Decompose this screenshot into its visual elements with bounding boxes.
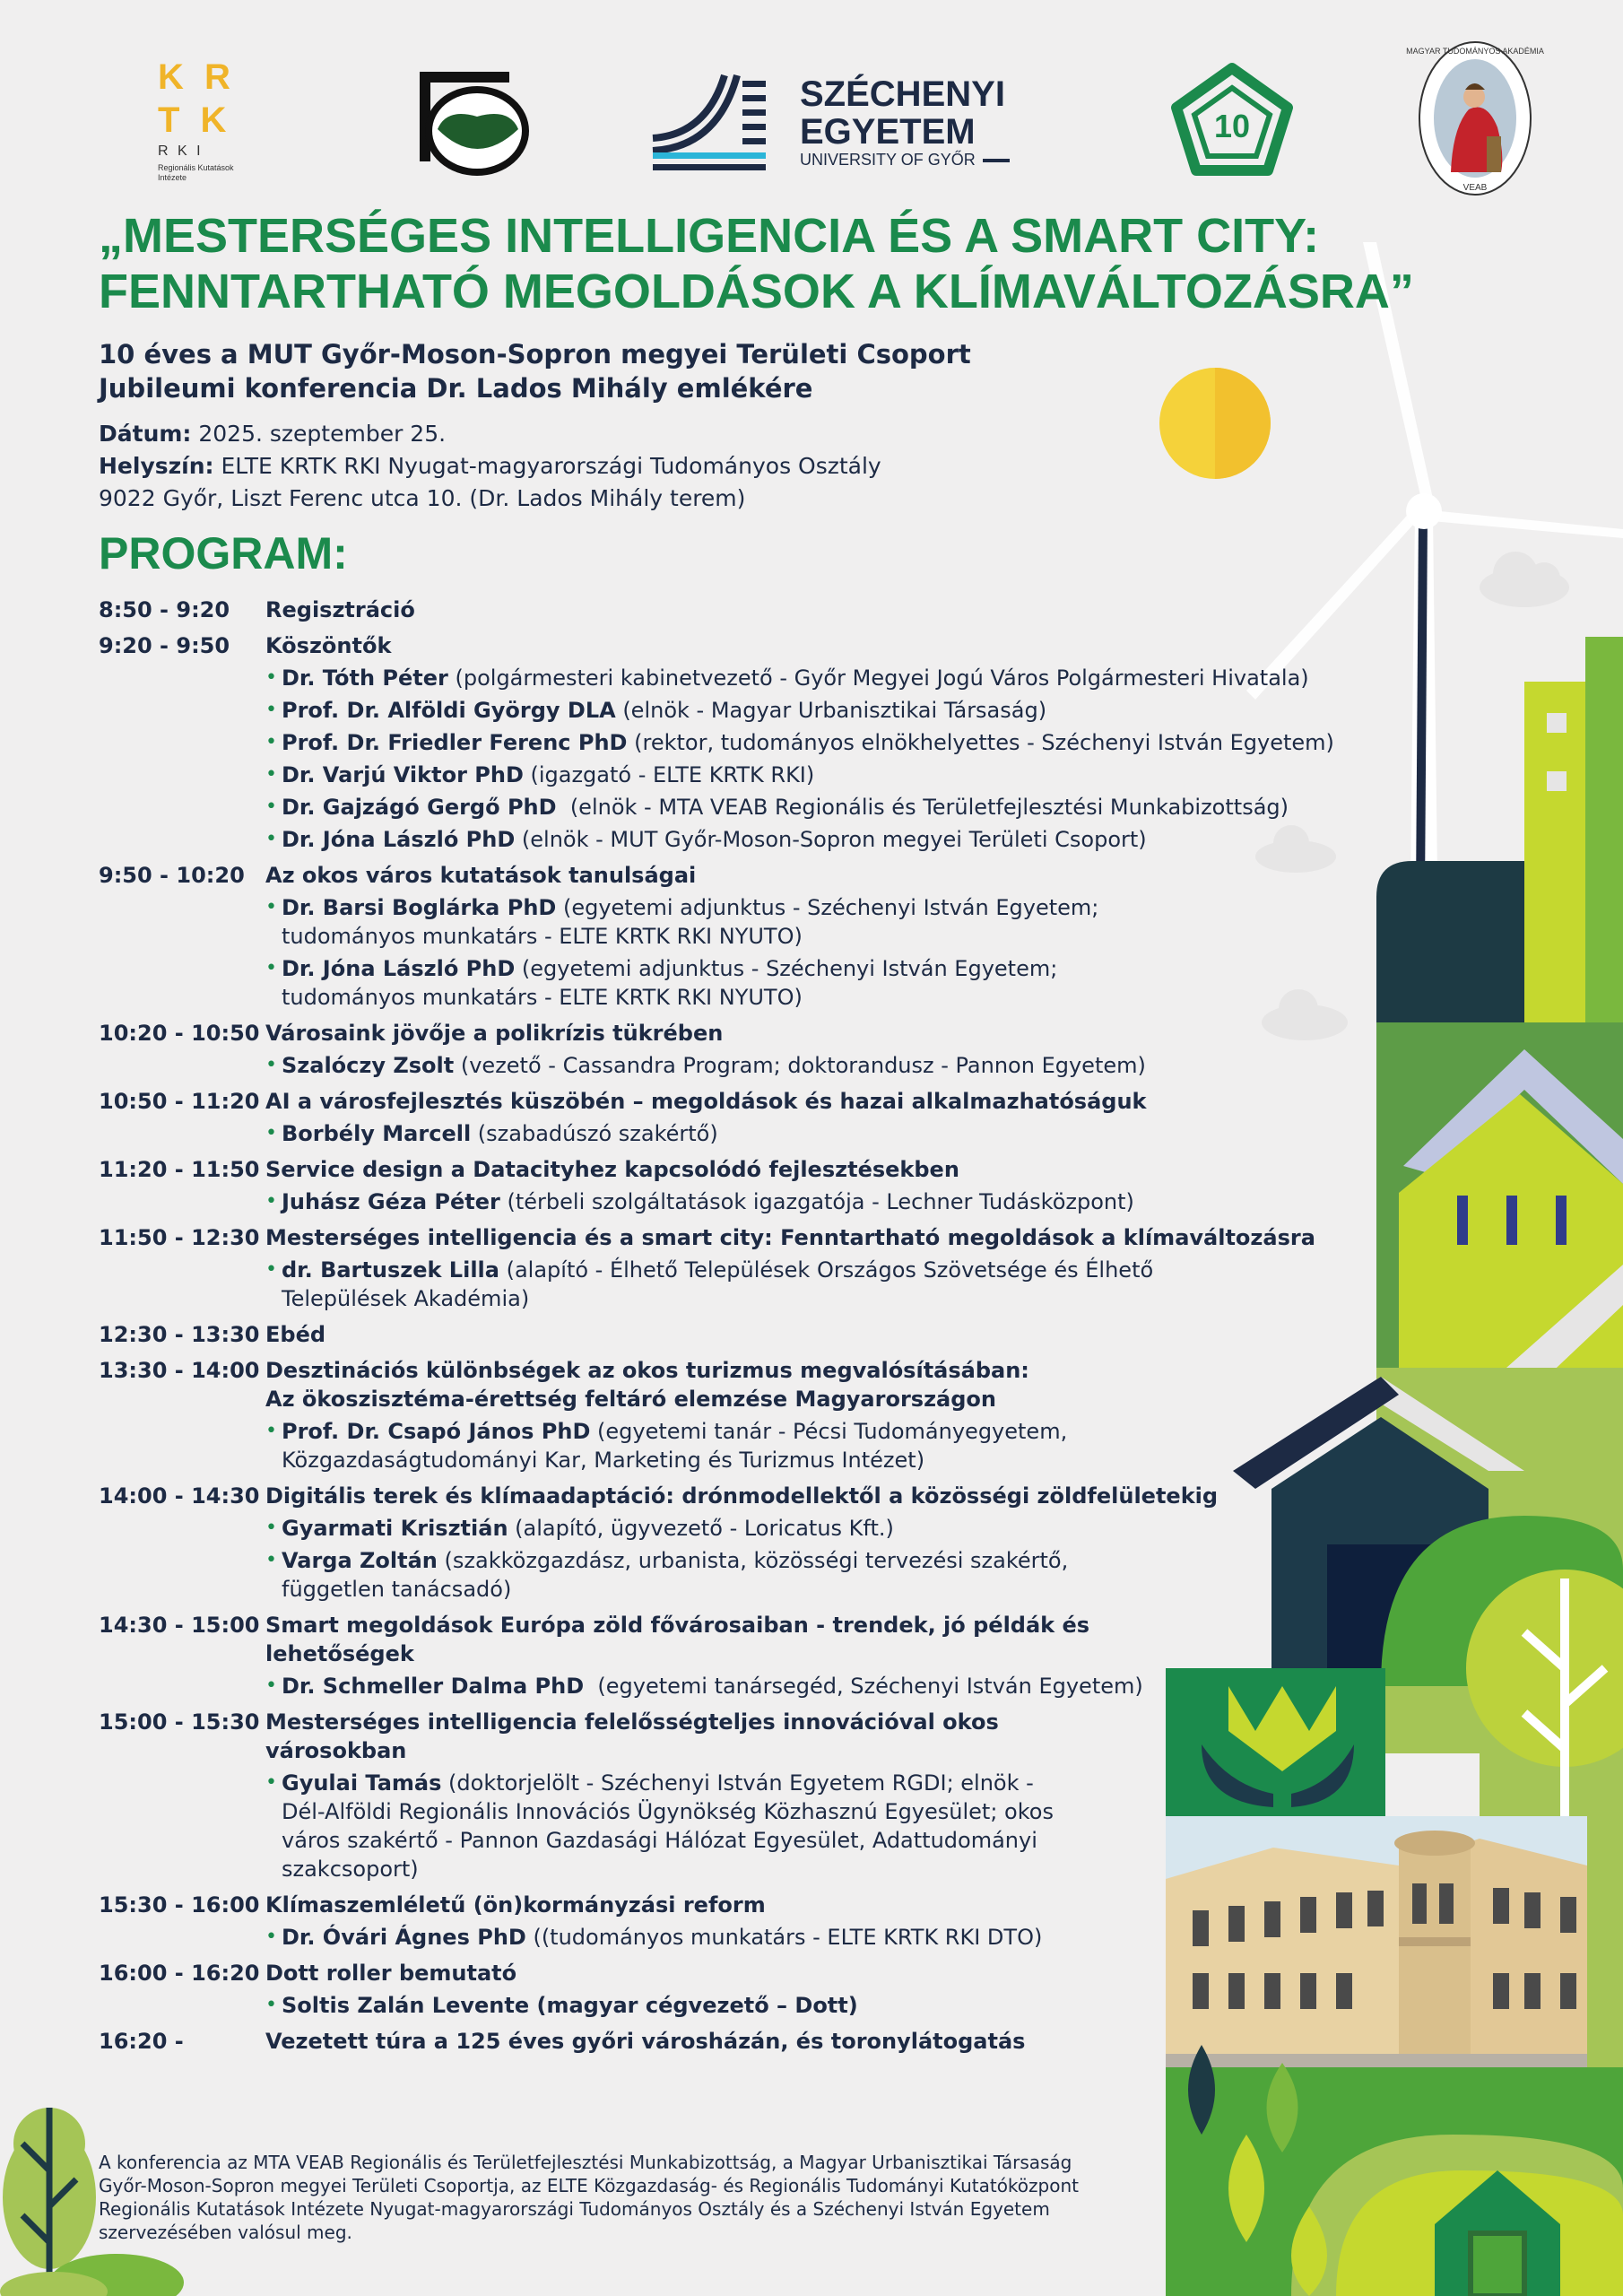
speaker-item [265, 728, 1363, 757]
slot-time: 15:30 - 16:00 [99, 1892, 260, 1918]
speaker-role: (polgármesteri kabinetvezető - Győr Megyei Jogú Város Polgármesteri Hivatala) [447, 665, 1309, 691]
mta-bottom-text: VEAB [1462, 183, 1488, 193]
slot-title: Köszöntők [265, 633, 392, 658]
speaker-role: (elnök - MUT Győr-Moson-Sopron megyei Területi Csoport) [515, 827, 1147, 852]
speaker-role: (alapító, ügyvezető - Loricatus Kft.) [508, 1516, 894, 1541]
slot-time: 10:20 - 10:50 [99, 1021, 260, 1046]
speaker-line [282, 1991, 1363, 2020]
slot-body [265, 1223, 1363, 1313]
speaker-text [282, 1119, 1363, 1148]
slot-time: 13:30 - 14:00 [99, 1358, 260, 1383]
krtk-caption-line: Intézete [158, 173, 187, 182]
speaker-line [282, 1187, 1363, 1216]
slot-time: 9:20 - 9:50 [99, 633, 230, 658]
badge-number: 10 [1213, 108, 1251, 144]
slot-body [265, 1087, 1363, 1148]
sze-logo-text [800, 75, 1060, 170]
date-row [99, 418, 881, 450]
speaker-line [282, 1672, 1363, 1700]
slot-body [265, 861, 1363, 1012]
slot-body [265, 1891, 1363, 1952]
speaker-item [265, 1672, 1363, 1700]
speaker-line [282, 664, 1363, 692]
mut-logo [411, 63, 532, 184]
speaker-item [265, 1417, 1363, 1474]
speaker-line [282, 954, 1363, 983]
mta-seal [1406, 38, 1544, 199]
bullet-icon: • [265, 896, 277, 918]
program-slot [99, 1356, 1363, 1474]
sze-tagline: UNIVERSITY OF GYŐR [800, 151, 976, 169]
slot-title: AI a városfejlesztés küszöbén – megoldások és hazai alkalmazhatóságuk [265, 1089, 1147, 1114]
speaker-name: Dr. Tóth Péter [282, 665, 448, 691]
venue-value: ELTE KRTK RKI Nyugat-magyarországi Tudományos Osztály [213, 453, 881, 479]
bullet-icon: • [265, 1994, 277, 2016]
speaker-name: Varga Zoltán [282, 1548, 438, 1573]
krtk-line: K R [158, 57, 236, 97]
program-slot [99, 631, 1363, 854]
speaker-role-continued: szakcsoport) [282, 1857, 419, 1882]
program-slot [99, 1019, 1363, 1080]
bullet-icon: • [265, 1190, 277, 1213]
speaker-role: (vezető - Cassandra Program; doktorandusz - Pannon Egyetem) [454, 1053, 1146, 1078]
program-slot [99, 596, 1363, 624]
speaker-item [265, 893, 1363, 951]
speaker-text [282, 793, 1363, 822]
subtitle [99, 337, 971, 405]
bullet-icon: • [265, 957, 277, 979]
bullet-icon: • [265, 1674, 277, 1697]
bullet-icon: • [265, 1420, 277, 1442]
bullet-icon: • [265, 796, 277, 818]
speaker-item [265, 1514, 1363, 1543]
speaker-name: Dr. Jóna László PhD [282, 956, 516, 981]
speaker-text [282, 954, 1363, 1012]
speaker-text [282, 1417, 1363, 1474]
program-slot [99, 861, 1363, 1012]
slot-time: 11:50 - 12:30 [99, 1225, 260, 1250]
bullet-icon: • [265, 1258, 277, 1281]
slot-body [265, 1155, 1363, 1216]
speaker-role: (szakközgazdász, urbanista, közösségi tervezési szakértő, [437, 1548, 1069, 1573]
slot-body [265, 1356, 1363, 1474]
sze-logo-mark [653, 75, 769, 170]
speaker-role-continued: tudományos munkatárs - ELTE KRTK RKI NYUTO) [282, 985, 803, 1010]
krtk-caption-line: Regionális Kutatások [158, 163, 234, 172]
speaker-item [265, 1187, 1363, 1216]
speaker-name: Dr. Schmeller Dalma PhD [282, 1674, 585, 1699]
speaker-item [265, 1991, 1363, 2020]
title-line: „MESTERSÉGES INTELLIGENCIA ÉS A SMART CITY: [99, 209, 1320, 263]
slot-title: Az ökoszisztéma-érettség feltáró elemzése Magyarországon [265, 1387, 996, 1412]
bullet-icon: • [265, 731, 277, 753]
speaker-item [265, 761, 1363, 789]
bullet-icon: • [265, 763, 277, 786]
slot-title: Az okos város kutatások tanulságai [265, 863, 697, 888]
venue-row [99, 450, 881, 483]
slot-time: 8:50 - 9:20 [99, 597, 230, 622]
speaker-text [282, 1187, 1363, 1216]
speaker-name: Borbély Marcell [282, 1121, 472, 1146]
footer-line: szervezésében valósul meg. [99, 2222, 352, 2243]
speaker-item [265, 825, 1363, 854]
venue-address: 9022 Győr, Liszt Ferenc utca 10. (Dr. Lados Mihály terem) [99, 485, 746, 511]
krtk-line: T K [158, 100, 232, 140]
slot-body [265, 1320, 1363, 1349]
slot-title: Mesterséges intelligencia és a smart city: Fenntartható megoldások a klímaváltozásra [265, 1225, 1315, 1250]
speaker-name: Gyulai Tamás [282, 1770, 442, 1796]
program-heading: PROGRAM: [99, 528, 348, 578]
speaker-text [282, 761, 1363, 789]
speaker-text [282, 1514, 1363, 1543]
slot-title: Regisztráció [265, 597, 415, 622]
slot-title: Desztinációs különbségek az okos turizmus megvalósításában: [265, 1358, 1029, 1383]
footer-line: Regionális Kutatások Intézete Nyugat-magyarországi Tudományos Osztály és a Széchenyi István Egyetem [99, 2198, 1050, 2220]
slot-title: Mesterséges intelligencia felelősségteljes innovációval okos [265, 1709, 999, 1735]
speaker-text [282, 1672, 1363, 1700]
bullet-icon: • [265, 828, 277, 850]
bullet-icon: • [265, 1771, 277, 1794]
speaker-role: (igazgató - ELTE KRTK RKI) [523, 762, 815, 787]
slot-time: 11:20 - 11:50 [99, 1157, 260, 1182]
speaker-line [282, 1546, 1363, 1575]
sze-name-line: SZÉCHENYI [800, 74, 1005, 114]
speaker-item [265, 1546, 1363, 1604]
speaker-text [282, 696, 1363, 725]
program-slot [99, 1320, 1363, 1349]
date-label: Dátum: [99, 421, 192, 447]
speaker-item [265, 696, 1363, 725]
speaker-item [265, 1051, 1363, 1080]
speaker-name: Dr. Varjú Viktor PhD [282, 762, 524, 787]
speaker-line [282, 1923, 1363, 1952]
speaker-line [282, 1051, 1363, 1080]
speaker-line [282, 1417, 1363, 1446]
slot-time: 9:50 - 10:20 [99, 863, 245, 888]
bullet-icon: • [265, 699, 277, 721]
slot-time: 12:30 - 13:30 [99, 1322, 260, 1347]
speaker-item [265, 1769, 1363, 1883]
speaker-line [282, 1119, 1363, 1148]
slot-time: 16:00 - 16:20 [99, 1961, 260, 1986]
slot-body [265, 1959, 1363, 2020]
speaker-item [265, 954, 1363, 1012]
slot-title: Klímaszemléletű (ön)kormányzási reform [265, 1892, 766, 1918]
slot-time: 15:00 - 15:30 [99, 1709, 260, 1735]
program-slot [99, 1891, 1363, 1952]
speaker-text [282, 893, 1363, 951]
venue-label: Helyszín: [99, 453, 214, 479]
program-slot [99, 1959, 1363, 2020]
speaker-item [265, 793, 1363, 822]
program-slot [99, 1155, 1363, 1216]
speaker-text [282, 1923, 1363, 1952]
speaker-text [282, 728, 1363, 757]
speaker-item [265, 1256, 1363, 1313]
bullet-icon: • [265, 1926, 277, 1948]
speaker-text [282, 1991, 1363, 2020]
slot-title: városokban [265, 1738, 407, 1763]
speaker-line [282, 893, 1363, 922]
speaker-name: Dr. Jóna László PhD [282, 827, 516, 852]
speaker-role-continued: tudományos munkatárs - ELTE KRTK RKI NYUTO) [282, 924, 803, 949]
slot-body [265, 596, 1363, 624]
speaker-line [282, 696, 1363, 725]
slot-body [265, 1482, 1363, 1604]
page-title [99, 208, 1569, 319]
speaker-name: Prof. Dr. Csapó János PhD [282, 1419, 591, 1444]
speaker-role: (alapító - Élhető Települések Országos Szövetsége és Élhető [499, 1257, 1154, 1283]
speaker-item [265, 1923, 1363, 1952]
slot-title: lehetőségek [265, 1641, 414, 1666]
bullet-icon: • [265, 1549, 277, 1571]
slot-body [265, 1611, 1363, 1700]
program-slot [99, 1223, 1363, 1313]
program-slot [99, 2027, 1363, 2056]
program-slot [99, 1087, 1363, 1148]
krtk-rki: R K I [158, 144, 204, 159]
speaker-role-continued: város szakértő - Pannon Gazdasági Hálózat Egyesület, Adattudományi [282, 1828, 1037, 1853]
krtk-letters [158, 56, 256, 142]
speaker-role-continued: Dél-Alföldi Regionális Innovációs Ügynökség Közhasznú Egyesület; okos [282, 1799, 1054, 1824]
slot-time: 14:00 - 14:30 [99, 1483, 260, 1509]
speaker-name: Szalóczy Zsolt [282, 1053, 455, 1078]
speaker-text [282, 664, 1363, 692]
speaker-role-continued: független tanácsadó) [282, 1577, 512, 1602]
mut-10-badge [1169, 61, 1295, 178]
slot-title: Ebéd [265, 1322, 326, 1347]
slot-time: 16:20 - [99, 2029, 184, 2054]
slot-title: Service design a Datacityhez kapcsolódó fejlesztésekben [265, 1157, 959, 1182]
program-slot [99, 1708, 1363, 1883]
slot-body [265, 1019, 1363, 1080]
speaker-name: Dr. Óvári Ágnes PhD [282, 1925, 526, 1950]
speaker-role-continued: Települések Akadémia) [282, 1286, 530, 1311]
speaker-text [282, 1769, 1363, 1883]
program-slot [99, 1482, 1363, 1604]
speaker-line [282, 1256, 1363, 1284]
speaker-name: dr. Bartuszek Lilla [282, 1257, 499, 1283]
sze-name-line: EGYETEM [800, 112, 976, 152]
speaker-name: Soltis Zalán Levente (magyar cégvezető – Dott) [282, 1993, 858, 2018]
event-details [99, 418, 881, 515]
bullet-icon: • [265, 1122, 277, 1144]
slot-body [265, 631, 1363, 854]
subtitle-line: 10 éves a MUT Győr-Moson-Sopron megyei Területi Csoport [99, 339, 971, 370]
speaker-role: (egyetemi tanár - Pécsi Tudományegyetem, [590, 1419, 1068, 1444]
speaker-role: (doktorjelölt - Széchenyi István Egyetem RGDI; elnök - [441, 1770, 1034, 1796]
slot-body [265, 2027, 1363, 2056]
program-list [99, 596, 1363, 2063]
speaker-line [282, 825, 1363, 854]
subtitle-line: Jubileumi konferencia Dr. Lados Mihály emlékére [99, 373, 813, 404]
slot-body [265, 1708, 1363, 1883]
bullet-icon: • [265, 1517, 277, 1539]
krtk-logo [158, 56, 256, 186]
slot-title: Dott roller bemutató [265, 1961, 517, 1986]
slot-title: Digitális terek és klímaadaptáció: drónmodellektől a közösségi zöldfelületekig [265, 1483, 1219, 1509]
title-line: FENNTARTHATÓ MEGOLDÁSOK A KLÍMAVÁLTOZÁSRA” [99, 265, 1414, 318]
slot-time: 10:50 - 11:20 [99, 1089, 260, 1114]
speaker-line [282, 793, 1363, 822]
speaker-name: Dr. Gajzágó Gergő PhD [282, 795, 557, 820]
speaker-text [282, 825, 1363, 854]
footer-line: A konferencia az MTA VEAB Regionális és Területfejlesztési Munkabizottság, a Magyar Urbanisztikai Társaság [99, 2152, 1072, 2173]
speaker-role: (egyetemi tanársegéd, Széchenyi István Egyetem) [584, 1674, 1143, 1699]
speaker-text [282, 1051, 1363, 1080]
speaker-name: Prof. Dr. Alföldi György DLA [282, 698, 616, 723]
bullet-icon: • [265, 666, 277, 689]
speaker-name: Prof. Dr. Friedler Ferenc PhD [282, 730, 628, 755]
speaker-role: ((tudományos munkatárs - ELTE KRTK RKI DTO) [525, 1925, 1043, 1950]
speaker-line [282, 1514, 1363, 1543]
speaker-name: Dr. Barsi Boglárka PhD [282, 895, 557, 920]
speaker-role: (térbeli szolgáltatások igazgatója - Lechner Tudásközpont) [499, 1189, 1134, 1214]
program-slot [99, 1611, 1363, 1700]
krtk-caption [158, 163, 256, 183]
speaker-text [282, 1256, 1363, 1313]
speaker-item [265, 664, 1363, 692]
bullet-icon: • [265, 1054, 277, 1076]
speaker-line [282, 761, 1363, 789]
speaker-name: Gyarmati Krisztián [282, 1516, 508, 1541]
speaker-line [282, 728, 1363, 757]
slot-title: Városaink jövője a polikrízis tükrében [265, 1021, 724, 1046]
slot-title: Smart megoldások Európa zöld fővárosaiban - trendek, jó példák és [265, 1613, 1090, 1638]
speaker-role: (egyetemi adjunktus - Széchenyi István Egyetem; [515, 956, 1058, 981]
speaker-role: (egyetemi adjunktus - Széchenyi István Egyetem; [556, 895, 1099, 920]
speaker-text [282, 1546, 1363, 1604]
speaker-role: (elnök - Magyar Urbanisztikai Társaság) [615, 698, 1047, 723]
date-value: 2025. szeptember 25. [191, 421, 447, 447]
sze-underline [983, 159, 1010, 162]
speaker-role-continued: Közgazdaságtudományi Kar, Marketing és Turizmus Intézet) [282, 1448, 925, 1473]
slot-time: 14:30 - 15:00 [99, 1613, 260, 1638]
speaker-line [282, 1769, 1363, 1797]
speaker-name: Juhász Géza Péter [282, 1189, 500, 1214]
speaker-item [265, 1119, 1363, 1148]
speaker-role: (rektor, tudományos elnökhelyettes - Széchenyi István Egyetem) [627, 730, 1334, 755]
mta-ring-text: MAGYAR TUDOMÁNYOS AKADÉMIA [1406, 47, 1544, 56]
footer-note [99, 2151, 1193, 2244]
speaker-role: (elnök - MTA VEAB Regionális és Területfejlesztési Munkabizottság) [556, 795, 1289, 820]
speaker-role: (szabadúszó szakértő) [471, 1121, 718, 1146]
slot-title: Vezetett túra a 125 éves győri városházán, és toronylátogatás [265, 2029, 1026, 2054]
footer-line: Győr-Moson-Sopron megyei Területi Csoportja, az ELTE Közgazdaság- és Regionális Tudományi Kutatóközpont [99, 2175, 1079, 2196]
